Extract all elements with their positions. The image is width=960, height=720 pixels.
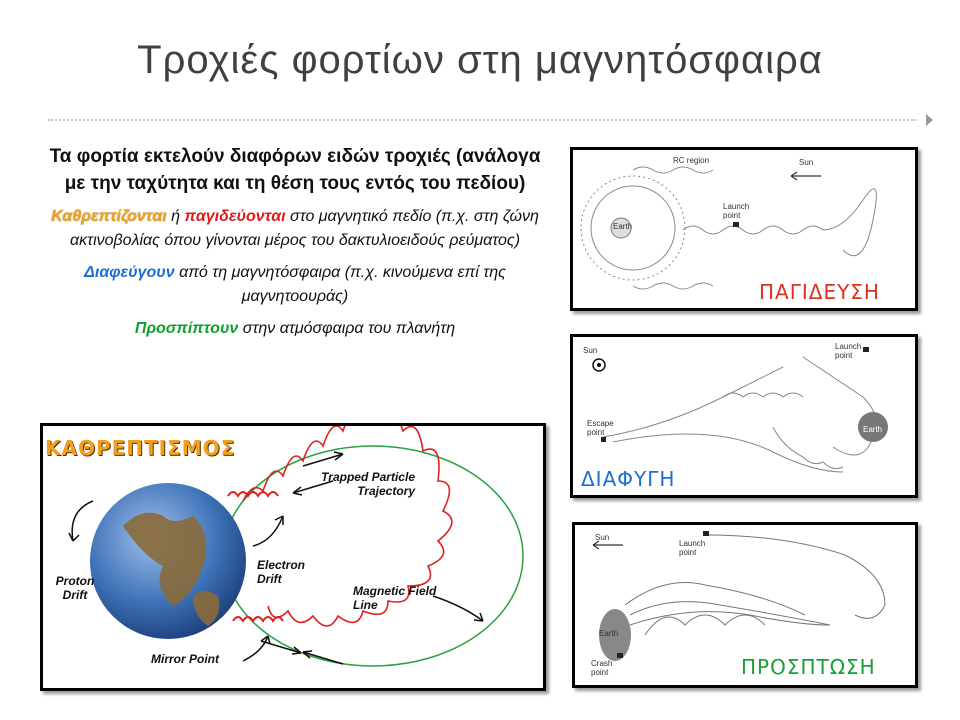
sun-label: Sun	[595, 533, 610, 542]
launch-point-label: Launch point	[835, 342, 862, 360]
label-escape: ΔΙΑΦΥΓΗ	[581, 467, 676, 491]
paragraph-escape-text: από τη μαγνητόσφαιρα (π.χ. κινούμενα επί της μαγνητοουράς)	[174, 264, 506, 305]
earth-label: Earth	[599, 629, 619, 638]
divider-arrow-icon	[926, 114, 933, 126]
mirror-point-label: Mirror Point	[151, 652, 219, 666]
keyword-escape: Διαφεύγουν	[84, 264, 175, 281]
proton-drift-label: Proton Drift	[55, 574, 95, 602]
slide-title: Τροχιές φορτίων στη μαγνητόσφαιρα	[137, 38, 823, 82]
sun-label: Sun	[799, 158, 814, 167]
launch-point-label: Launch point	[679, 539, 706, 557]
trapped-trajectory-label: Trapped Particle Trajectory	[321, 470, 415, 498]
earth-label: Earth	[863, 425, 883, 434]
keyword-trapped: παγιδεύονται	[184, 208, 286, 225]
escape-point-label: Escape point	[587, 419, 614, 437]
label-precipitation: ΠΡΟΣΠΤΩΣΗ	[741, 655, 876, 679]
crash-point-label: Crash point	[591, 659, 613, 677]
mirroring-diagram	[43, 426, 543, 688]
paragraph-or: ή	[166, 208, 185, 225]
label-trapping: ΠΑΓΙΔΕΥΣΗ	[759, 280, 880, 304]
title-divider	[48, 119, 916, 121]
electron-drift-label: Electron Drift	[257, 558, 306, 586]
earth-label: Earth	[613, 222, 633, 231]
launch-point-label: Launch point	[723, 202, 750, 220]
sun-label: Sun	[583, 346, 598, 355]
paragraph-trapping-text: στο μαγνητικό πεδίο (π.χ. στη ζώνη ακτινοβολίας όπου γίνονται μέρος του δακτυλιοειδούς ρεύματος)	[69, 208, 539, 249]
paragraph-escape	[40, 261, 550, 309]
panel-precipitation	[572, 522, 918, 688]
paragraph-precipitate	[40, 317, 550, 341]
magnetic-field-line-label: Magnetic Field Line	[353, 584, 437, 612]
text-block	[40, 143, 550, 341]
panel-mirroring	[40, 423, 546, 691]
keyword-precipitate: Προσπίπτουν	[134, 320, 239, 337]
label-mirroring: ΚΑΘΡΕΠΤΙΣΜΟΣ	[45, 436, 236, 460]
paragraph-precipitate-text: στην ατμόσφαιρα του πλανήτη	[238, 320, 456, 337]
intro-text: Τα φορτία εκτελούν διαφόρων ειδών τροχιές (ανάλογα με την ταχύτητα και τη θέση τους εντός του πεδίου)	[49, 146, 541, 194]
panel-escape	[570, 334, 918, 498]
panel-trapping	[570, 147, 918, 311]
keyword-mirrored: Καθρεπτίζονται	[51, 208, 167, 225]
paragraph-trapping	[40, 205, 550, 253]
rc-region-label: RC region	[673, 156, 710, 165]
